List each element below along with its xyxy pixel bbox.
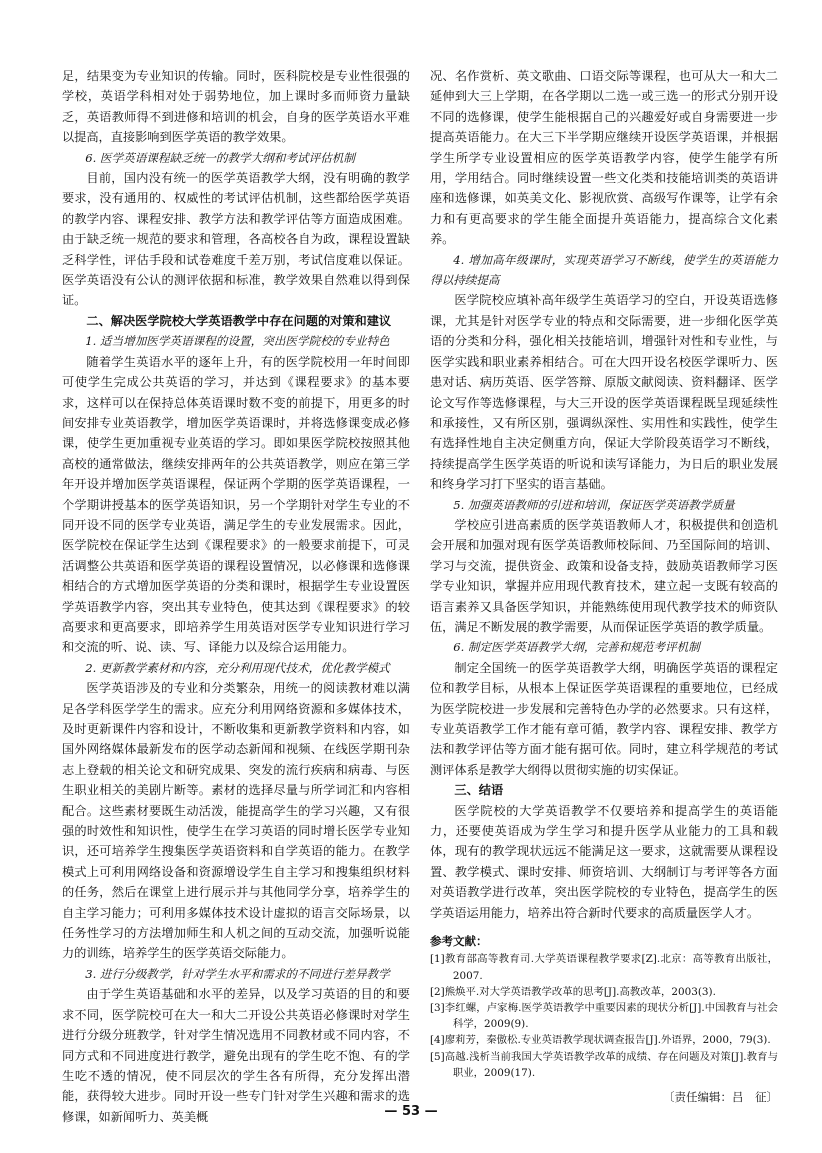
subheading: 1. 适当增加医学英语课程的设置，突出医学院校的专业特色 [85,334,390,349]
subheading: 6. 医学英语课程缺乏统一的教学大纲和考试评估机制 [85,150,355,165]
section-heading: 三、结语 [454,783,504,798]
paragraph: 医学院校应填补高年级学生英语学习的空白，开设英语选修课，尤其是针对医学专业的特点和交际需要，进一步细化医学英语的分类和分科，强化相关技能培训，增强针对性和专业性，与医学实践和职业素养相结合。可在大四开设名校医学课听力、医患对话、病历英语、医学答辩、原版文献阅读、资料翻译、医学论文写作等选修课程，与大三开设的医学英语课程既呈现延续性和承接性，又有所区别，强调纵深性、实用性和实践性，使学生有选择性地自主决定侧重方向，保证大学阶段英语学习不断线，持续提高学生医学英语的听说和读写译能力，为日后的职业发展和终身学习打下坚实的语言基础。 [430,293,778,492]
reference-item: [1]教育部高等教育司.大学英语课程教学要求[Z].北京：高等教育出版社，2007. [430,953,778,982]
paragraph: 医学院校的大学英语教学不仅要培养和提高学生的英语能力，还要使英语成为学生学习和提升医学从业能力的工具和载体，现有的教学现状远远不能满足这一要求，这就需要从课程设置、教学模式、课时安排、师资培训、大纲制订与考评等各方面对英语教学进行改革，突出医学院校的专业特色，提高学生的医学英语运用能力，培养出符合新时代要求的高质量医学人才。 [430,803,778,920]
subheading: 6. 制定医学英语教学大纲，完善和规范考评机制 [453,640,700,655]
left-column [62,66,410,1127]
right-column [430,66,778,1108]
paragraph: 由于学生英语基础和水平的差异，以及学习英语的目的和要求不同，医学院校可在大一和大二开设公共英语必修课时对学生进行分级分班教学，针对学生情况选用不同教材或不同内容，不同方式和不同进度进行教学，避免出现有的学生吃不饱、有的学生吃不透的情况，使不同层次的学生各有所得，充分发挥出潜能，获得较大进步。同时开设一些专门针对学生兴趣和需求的选修课，如新闻听力、英美概 [62,987,410,1124]
reference-item: [3]李红螺，卢家梅.医学英语教学中重要因素的现状分析[J].中国教育与社会科学，2009(9). [430,1002,778,1031]
references-title: 参考文献： [430,934,488,949]
subheading: 5. 加强英语教师的引进和培训，保证医学英语教学质量 [453,497,735,512]
paragraph: 医学英语涉及的专业和分类繁杂，用统一的阅读教材难以满足各学科医学学生的需求。应充分利用网络资源和多媒体技术，及时更新课件内容和设计，不断收集和更新教学资料和内容，如国外网络媒体最新发布的医学动态新闻和视频、在线医学期刊杂志上登载的相关论文和研究成果、突发的流行疾病和病毒、与医生职业相关的美剧片断等。素材的选择尽量与所学词汇和内容相配合。这些素材要既生动活泼，能提高学生的学习兴趣，又有很强的时效性和知识性，使学生在学习英语的同时增长医学专业知识，还可培养学生搜集医学英语资料和自学英语的能力。在教学模式上可利用网络设备和资源增设学生自主学习和搜集组织材料的任务，然后在课堂上进行展示并与其他同学分享，培养学生的自主学习能力；可利用多媒体技术设计虚拟的语言交际场景，以任务性学习的方法增加师生和人机之间的互动交流，加强听说能力的训练，培养学生的医学英语交际能力。 [62,681,410,961]
section-heading: 二、解决医学院校大学英语教学中存在问题的对策和建议 [86,313,392,328]
subheading: 2. 更新教学素材和内容，充分利用现代技术，优化教学模式 [85,660,390,675]
editor-credit: 〔责任编辑：吕 征〕 [663,1090,778,1105]
page-number: — 53 — [384,1104,438,1119]
paragraph: 况、名作赏析、英文歌曲、口语交际等课程，也可从大一和大二延伸到大三上学期，在各学期以二选一或三选一的形式分别开设不同的选修课，使学生能根据自己的兴趣爱好或自身需要进一步提高英语能力。在大三下半学期应继续开设医学英语课，并根据学生所学专业设置相应的医学英语教学内容，使学生能学有所用，学用结合。同时继续设置一些文化类和技能培训类的英语讲座和选修课，如英美文化、影视欣赏、高级写作课等，让学有余力和有更高要求的学生能全面提升英语能力，提高综合文化素养。 [430,69,778,247]
reference-item: [4]廖莉芳，秦傲松.专业英语教学现状调查报告[J].外语界，2000，79(3). [430,1034,771,1047]
paragraph: 学校应引进高素质的医学英语教师人才，积极提供和创造机会开展和加强对现有医学英语教师校际间、乃至国际间的培训、学习与交流，提供资金、政策和设备支持，鼓励英语教师学习医学专业知识，掌握并应用现代教育技术，建立起一支既有较高的语言素养又具备医学知识，并能熟练使用现代教学技术的师资队伍，满足不断发展的教学需要，从而保证医学英语的教学质量。 [430,517,778,634]
paragraph: 制定全国统一的医学英语教学大纲，明确医学英语的课程定位和教学目标，从根本上保证医学英语课程的重要地位，已经成为医学院校进一步发展和完善特色办学的必然要求。只有这样，专业英语教学工作才能有章可循，教学内容、课程安排、教学方法和教学评估等方面才能有据可依。同时，建立科学规范的考试测评体系是教学大纲得以贯彻实施的切实保证。 [430,660,778,777]
subheading: 4. 增加高年级课时，实现英语学习不断线，使学生的英语能力得以持续提高 [430,252,778,288]
paragraph: 随着学生英语水平的逐年上升，有的医学院校用一年时间即可使学生完成公共英语的学习，并达到《课程要求》的基本要求，这样可以在保持总体英语课时数不变的前提下，用更多的时间安排专业英语教学，增加医学英语课时，并将选修课变成必修课，使学生更加重视专业英语的学习。即如果医学院校按照其他高校的通常做法，继续安排两年的公共英语教学，则应在第三学年开设并增加医学英语课程，保证两个学期的医学英语课程，一个学期讲授基本的医学英语知识，另一个学期针对学生专业的不同开设不同的医学专业英语，满足学生的专业发展需求。因此，医学院校在保证学生达到《课程要求》的一般要求前提下，可灵活调整公共英语和医学英语的课程设置情况，以必修课和选修课相结合的方式增加医学英语的分类和课时，根据学生专业设置医学英语教学内容，突出其专业特色，使其达到《课程要求》的较高要求和更高要求，即培养学生用英语对医学专业知识进行学习和交流的听、说、读、写、译能力以及综合运用能力。 [62,354,410,655]
reference-item: [5]高越.浅析当前我国大学英语教学改革的成绩、存在问题及对策[J].教育与职业，2009(17). [430,1050,778,1079]
paragraph: 足，结果变为专业知识的传输。同时，医科院校是专业性很强的学校，英语学科相对处于弱势地位，加上课时多而师资力量缺乏，英语教师得不到进修和培训的机会，自身的医学英语水平难以提高，直接影响到医学英语的教学效果。 [62,69,410,145]
subheading: 3. 进行分级教学，针对学生水平和需求的不同进行差异教学 [85,966,390,981]
reference-item: [2]熊焕平.对大学英语教学改革的思考[J].高教改革，2003(3). [430,985,716,998]
paragraph: 目前，国内没有统一的医学英语教学大纲，没有明确的教学要求，没有通用的、权威性的考试评估机制，这些都给医学英语的教学内容、课程安排、教学方法和教学评估等方面造成困难。由于缺乏统一规范的要求和管理，各高校各自为政，课程设置缺乏科学性，评估手段和试卷难度千差万别，考试信度难以保证。医学英语没有公认的测评依据和标准，教学效果自然难以得到保证。 [62,171,410,308]
